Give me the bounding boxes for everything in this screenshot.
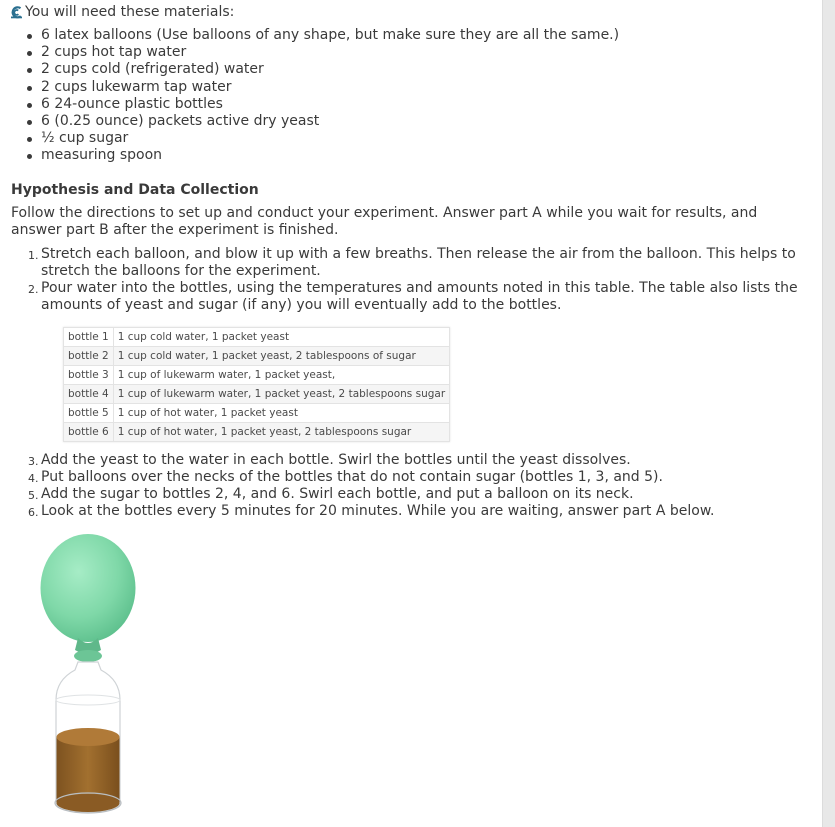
step-text: Pour water into the bottles, using the temperatures and amounts noted in this table. The table also lists the amounts of yeast and sugar (if any) you will eventually add to the bottles.: [41, 280, 798, 313]
bottle-setup-table: [63, 327, 450, 442]
list-item: ½ cup sugar: [41, 130, 619, 147]
steps-list-part-2: [0, 452, 810, 520]
table-row: [64, 366, 450, 385]
step-item: [0, 246, 810, 280]
contents-cell: 1 cup of hot water, 1 packet yeast, 2 tablespoons sugar: [113, 423, 449, 442]
table-row: [64, 423, 450, 442]
list-item: 6 (0.25 ounce) packets active dry yeast: [41, 113, 619, 130]
list-item: 2 cups hot tap water: [41, 44, 619, 61]
contents-cell: 1 cup cold water, 1 packet yeast: [113, 328, 449, 347]
step-item: [0, 503, 810, 520]
contents-cell: 1 cup cold water, 1 packet yeast, 2 tablespoons of sugar: [113, 347, 449, 366]
table-row: [64, 385, 450, 404]
balloon-icon: [41, 534, 136, 662]
step-item: [0, 452, 810, 469]
contents-cell: 1 cup of hot water, 1 packet yeast: [113, 404, 449, 423]
list-item: 2 cups cold (refrigerated) water: [41, 61, 619, 78]
list-item: measuring spoon: [41, 147, 619, 164]
bottle-cell: bottle 5: [64, 404, 114, 423]
materials-intro: [10, 3, 234, 21]
bottle-icon: [55, 662, 121, 813]
steps-list-part-1: [0, 246, 810, 314]
step-text: Stretch each balloon, and blow it up with a few breaths. Then release the air from the balloon. This helps to stretch the balloons for the experiment.: [41, 246, 796, 279]
list-item: 6 latex balloons (Use balloons of any shape, but make sure they are all the same.): [41, 27, 620, 43]
step-number: 3.: [28, 455, 39, 468]
bottle-cell: bottle 2: [64, 347, 114, 366]
step-text: Put balloons over the necks of the bottles that do not contain sugar (bottles 1, 3, and 5).: [41, 469, 663, 485]
materials-intro-text: You will need these materials:: [25, 4, 235, 20]
step-item: [0, 469, 810, 486]
bottle-balloon-illustration: [38, 532, 138, 822]
step-item: [0, 280, 810, 314]
table-row: [64, 347, 450, 366]
table-row: [64, 404, 450, 423]
step-number: 2.: [28, 283, 39, 296]
step-text: Add the sugar to bottles 2, 4, and 6. Swirl each bottle, and put a balloon on its neck.: [41, 486, 634, 502]
contents-cell: 1 cup of lukewarm water, 1 packet yeast,: [113, 366, 449, 385]
step-number: 4.: [28, 472, 39, 485]
section-heading: Hypothesis and Data Collection: [11, 182, 259, 198]
list-item: 6 24-ounce plastic bottles: [41, 96, 619, 113]
instructions-paragraph: Follow the directions to set up and conduct your experiment. Answer part A while you wait for results, and answer part B after the experiment is finished.: [11, 205, 758, 238]
list-item: 2 cups lukewarm tap water: [41, 79, 619, 96]
step-text: Look at the bottles every 5 minutes for 20 minutes. While you are waiting, answer part A below.: [41, 503, 715, 519]
step-number: 1.: [28, 249, 39, 262]
step-number: 6.: [28, 506, 39, 519]
step-item: [0, 486, 810, 503]
bottle-cell: bottle 1: [64, 328, 114, 347]
bottle-cell: bottle 3: [64, 366, 114, 385]
step-number: 5.: [28, 489, 39, 502]
contents-cell: 1 cup of lukewarm water, 1 packet yeast, 2 tablespoons sugar: [113, 385, 449, 404]
text-to-speech-icon[interactable]: [10, 6, 23, 19]
step-text: Add the yeast to the water in each bottle. Swirl the bottles until the yeast dissolves.: [41, 452, 631, 468]
bottle-cell: bottle 6: [64, 423, 114, 442]
vertical-scrollbar[interactable]: [822, 0, 835, 827]
table-row: [64, 328, 450, 347]
bottle-cell: bottle 4: [64, 385, 114, 404]
materials-list: [0, 27, 619, 165]
